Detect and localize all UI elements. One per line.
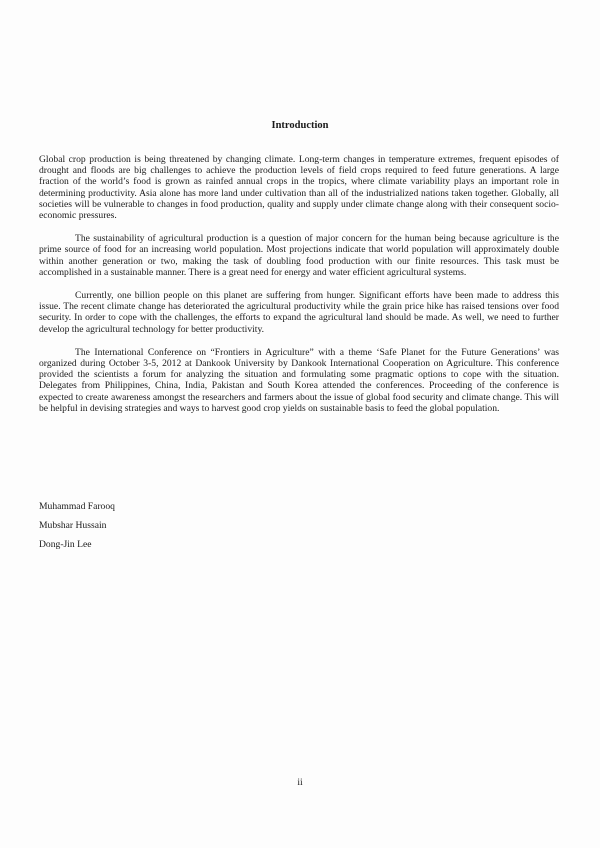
section-title: Introduction: [271, 120, 329, 131]
author-list: [39, 501, 115, 558]
introduction-body: [39, 154, 559, 426]
paragraph-4: The International Conference on “Frontiers in Agriculture” with a theme ‘Safe Planet for the Future Generations’ was organized during October 3-5, 2012 at Dankook University by Dankook International Cooperation on Agriculture. This conference provided the scientists a forum for analyzing the situation and formulating some pragmatic options to cope with the situation. Delegates from Philippines, China, India, Pakistan and South Korea attended the conferences. Proceeding of the conference is expected to create awareness amongst the researchers and farmers about the issue of global food security and climate change. This will be helpful in devising strategies and ways to harvest good crop yields on sustainable basis to feed the global population.: [39, 346, 559, 414]
paragraph-2: The sustainability of agricultural production is a question of major concern for the human being because agriculture is the prime source of food for an increasing world population. Most projections indicate that world population will approximately double within another generation or two, making the task of doubling food production with our finite resources. This task must be accomplished in a sustainable manner. There is a great need for energy and water efficient agricultural systems.: [39, 233, 559, 278]
page-number: ii: [297, 777, 303, 788]
author-name: Dong-Jin Lee: [39, 539, 92, 550]
author-name: Muhammad Farooq: [39, 501, 115, 512]
paragraph-3: Currently, one billion people on this planet are suffering from hunger. Significant efforts have been made to address this issue. The recent climate change has deteriorated the agricultural productivity while the grain price hike has raised tensions over food security. In order to cope with the challenges, the efforts to expand the agricultural land should be made. As well, we need to further develop the agricultural technology for better productivity.: [39, 290, 559, 335]
paragraph-1: Global crop production is being threatened by changing climate. Long-term changes in temperature extremes, frequent episodes of drought and floods are big challenges to achieve the production levels of field crops required to feed future generations. A large fraction of the world’s food is grown as rainfed annual crops in the tropics, where climate variability plays an important role in determining productivity. Asia alone has more land under cultivation than all of the industrialized nations taken together. Globally, all societies will be vulnerable to changes in food production, quality and supply under climate change along with their consequent socio-economic pressures.: [39, 154, 559, 222]
author-name: Mubshar Hussain: [39, 520, 107, 531]
